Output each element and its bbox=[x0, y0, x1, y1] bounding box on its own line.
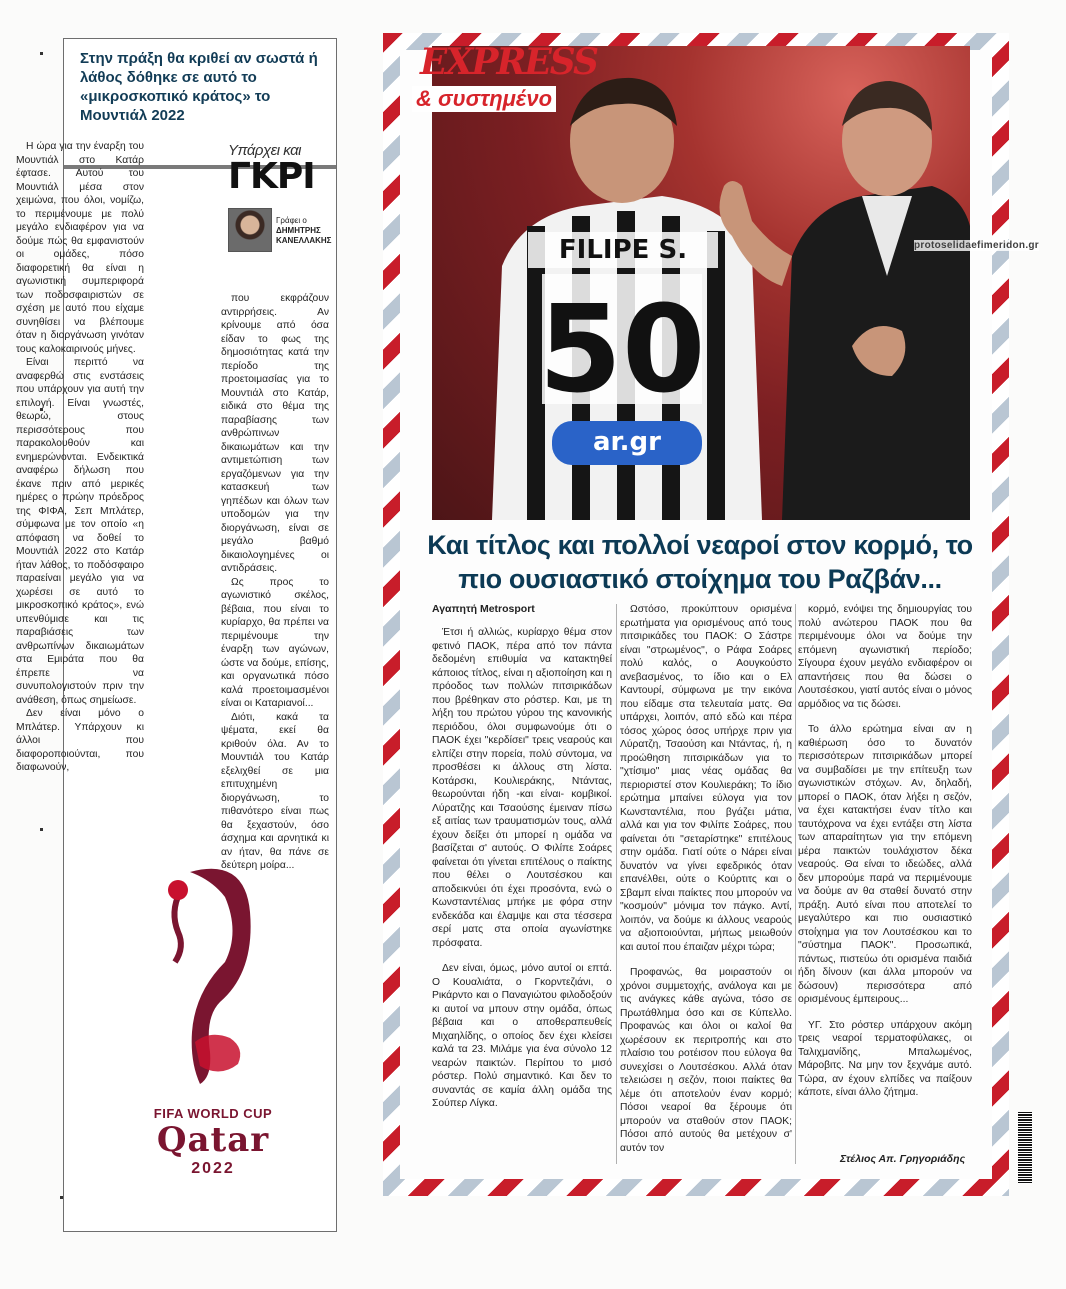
shirt-name: FILIPE S. bbox=[558, 235, 688, 265]
column-name: ΓΚΡΙ bbox=[228, 156, 315, 197]
writer-byline bbox=[276, 216, 344, 246]
shirt-sponsor: ar.gr bbox=[593, 427, 661, 457]
article-headline: Και τίτλος και πολλοί νεαροί στον κορμό, το πιο ουσιαστικό στοίχημα του Ραζβάν... bbox=[427, 530, 973, 594]
barcode bbox=[1018, 1112, 1032, 1184]
writer-name: ΔΗΜΗΤΡΗΣ ΚΑΝΕΛΛΑΚΗΣ bbox=[276, 226, 332, 245]
postscript: ΥΓ. Στο ρόστερ υπάρχουν ακόμη τρεις νεαροί τερματοφύλακες, οι Ταλιχμανίδης, Μπαλωμένος, Μάροβιτς. Να μην τον ξεχνάμε αυτό. Τώρα, αν έχουν ελπίδες να παίξουν κάποτε, είναι άλλο ζήτημα. bbox=[798, 1019, 972, 1098]
paragraph: κορμό, ενόψει της δημιουργίας του πολύ ανώτερου ΠΑΟΚ που θα περιμένουμε όλοι να δούμε την επόμενη αγωνιστική περίοδο; Σίγουρα έχουν μεγάλο ενδιαφέρον οι απαντήσεις που θα δώσει ο Λουτσέσκου, γιατί αυτός είναι ο μόνος αρμόδιος να τις δώσει. bbox=[798, 604, 972, 710]
paragraph: Ωστόσο, προκύπτουν ορισμένα ερωτήματα για ορισμένους από τους πιτσιρικάδες του ΠΑΟΚ: Ο Σάστρε είναι "στρωμένος", ο Ράφα Σοάρες πολύ καλός, ο Αουγκούστο ανεβασμένος, το ίδιο και ο Ελ Καντουρί, σύμφωνα με την εικόνα που είδαμε στα τελευταία ματς. Θα υπάρχει, λοιπόν, από εδώ και πέρα τόσος χώρος όσος υπήρχε πριν για Λύρατζη, Τσαούση και Ντάντας, ή, η προώθηση πιτσιρικάδων για το "χτίσιμο" μιας νέας ομάδας θα περιοριστεί στον Κουλιεράκη; Το ίδιο ερώτημα μπαίνει εύλογα για τον Κωνσταντέλια, που βγάζει μάτια, αλλά και για τον Φιλίπε Σοάρες, που φαίνεται ότι "σεταρίστηκε" επιτέλους στην ομάδα. Γιατί ούτε ο Νάρει είναι δυνατόν να γίνει εφεδρικός όταν επανέλθει, ούτε ο Κούρτιτς και ο Σβαμπ είναι παίκτες που μπορούν να "κοσμούν" μόνιμα τον πάγκο. Αντί, λοιπόν, να δούμε κι άλλους νεαρούς να αξιοποιούνται, μήπως μειωθούν και αυτοί που έπαιζαν μέχρι τώρα; bbox=[620, 604, 792, 953]
column-divider bbox=[795, 604, 796, 1164]
article-col-2 bbox=[620, 603, 792, 1167]
paragraph: Ως προς το αγωνιστικό σκέλος, βέβαια, που είναι το κυρίαρχο, θα πρέπει να περιμένουμε την έναρξη των αγώνων, ώστε να δούμε, επίσης, και οργανωτικά πόσο καλά προετοιμασμένοι είναι οι Καταριανοί... bbox=[221, 576, 329, 709]
column-divider bbox=[616, 604, 617, 1164]
world-cup-trophy-logo bbox=[150, 852, 270, 1092]
opinion-text-col-a bbox=[16, 140, 144, 775]
article-byline: Αγαπητή Metrosport bbox=[432, 603, 535, 615]
section-logo-express: EXPRESS bbox=[420, 41, 598, 83]
article-col-3 bbox=[798, 603, 972, 1112]
article-photo bbox=[432, 46, 970, 520]
photo-illustration bbox=[432, 46, 970, 520]
paragraph: Προφανώς, θα μοιραστούν οι χρόνοι συμμετοχής, ανάλογα και με τις ανάγκες κάθε αγώνα, τόσο σε Πρωτάθλημα όσο και σε Κύπελλο. Προφανώς και όλοι οι καλοί θα χωρέσουν εκ περιτροπής και στο πλαίσιο του ροτέισον που εύλογα θα συνεχίσει ο Λουτσέσκου. Αλλά όταν τελειώσει η σεζόν, ποιοι παίκτες θα λέμε ότι αποτελούν έναν κορμό; Πόσοι νεαροί θα ξέρουμε ότι μπορούν να σταθούν στον ΠΑΟΚ; Πόσοι από αυτούς θα μετέχουν σ' αυτόν τον bbox=[620, 967, 792, 1154]
writer-avatar bbox=[228, 208, 272, 252]
paragraph: που εκφράζουν αντιρρήσεις. Αν κρίνουμε από όσα είδαν το φως της δημοσιότητας κατά την περίοδο της προετοιμασίας για το Μουντιάλ στο Κατάρ, ειδικά στο θέμα της παραβίασης των ανθρώπινων δικαιωμάτων και την αντιμετώπιση των εργαζόμενων για την κατασκευή των γηπέδων και όλων των υποδομών για την διοργάνωση, είναι σε μεγάλο βαθμό δικαιολογημένες οι αντιδράσεις. bbox=[221, 293, 329, 574]
paragraph: Η ώρα για την έναρξη του Μουντιάλ στο Κατάρ έφτασε. Αυτού του Μουντιάλ μέσα στον χειμώνα, που όλοι, νομίζω, το περιμένουμε με πολύ μεγάλο ενδιαφέρον για να δούμε πώς θα εμφανιστούν οι ομάδες, πόσο διαφορετική θα είναι η αγωνιστική συμπεριφορά των ποδοσφαιριστών σε σχέση με αυτό που είχαμε συνηθίσει να βλέπουμε όταν η διοργάνωση γινόταν τους καλοκαιρινούς μήνες. bbox=[16, 141, 144, 355]
fifa-logo-year: 2022 bbox=[191, 1160, 235, 1177]
paragraph: Διότι, κακά τα ψέματα, εκεί θα κριθούν όλα. Αν το Μουντιάλ του Κατάρ εξελιχθεί σε μια επιτυχημένη διοργάνωση, το πιθανότερο είναι πως θα ξεχαστούν, όσο άσχημα και αρνητικά κι αν ήταν, θα πάνε σε δεύτερη μοίρα... bbox=[221, 711, 329, 871]
opinion-title: Στην πράξη θα κριθεί αν σωστά ή λάθος δόθηκε σε αυτό το «μικροσκοπικό κράτος» το Μουντιάλ 2022 bbox=[80, 50, 318, 124]
section-logo-sub: & συστημένο bbox=[412, 86, 556, 112]
paragraph: Δεν είναι μόνο ο Μπλάτερ. Υπάρχουν κι άλλοι που διαφοροποιούνται, που διαφωνούν, bbox=[16, 708, 144, 773]
writer-prefix: Γράφει ο bbox=[276, 216, 307, 225]
page-mark bbox=[40, 828, 43, 831]
paragraph: Είναι περιττό να αναφερθώ στις ενστάσεις που υπάρχουν για αυτή την επιλογή. Είναι γνωστές, θεωρώ, στους περισσότερους που παρακολουθούν και ενημερώνονται. Ενδεικτικά αναφέρω δήλωση που έκανε πριν από μερικές ημέρες ο πρώην πρόεδρος της ΦΙΦΑ, Σεπ Μπλάτερ, σύμφωνα με τον οποίο «η απόφαση να δοθεί το Μουντιάλ 2022 στο Κατάρ ήταν λάθος, το ποδόσφαιρο παραείναι μεγάλο για να χωρέσει σε αυτό το μικροσκοπικό κράτος», ενώ υπενθύμισε και τις παραβιάσεις των ανθρωπίνων δικαιωμάτων στα Εμιράτα που θα έπρεπε να συνυπολογιστούν πριν την ανάθεση, όπως σημείωσε. bbox=[16, 357, 144, 706]
opinion-text-col-b bbox=[221, 292, 329, 873]
column-kicker: Υπάρχει και bbox=[228, 142, 301, 159]
paragraph: Έτσι ή αλλιώς, κυρίαρχο θέμα στον φετινό ΠΑΟΚ, πέρα από τον πάντα δεδομένη επιθυμία να κατακτηθεί κάποιος τίτλος, είναι η αξιοποίηση και η πρόοδος των πολλών πιτσιρικάδων που βρέθηκαν στο ρόστερ. Και, με τη λήξη του πρώτου γύρου της κανονικής περιόδου, όλοι συμφωνούμε ότι ο ΠΑΟΚ έχει "κερδίσει" τρεις νεαρούς και ελπίζει στην πορεία, πολύ σύντομα, να προσθέσει κι άλλους στη λίστα. Κοτάρσκι, Κουλιεράκης, Ντάντας, θεωρούνται ήδη -και είναι- κομβικοί. Λύρατζης και Τσαούσης έμειναν πίσω εξ αιτίας των τραυματισμών τους, αλλά έχουν δείξει ότι μπορεί η ομάδα να βασίζεται σ' αυτούς. Ο Φιλίπε Σοάρες φαίνεται ότι γίνεται επιτέλους ο παίκτης που θέλει ο Λουτσέσκου και αποδεικνύει ότι έχει προσόντα, ενώ ο Κωνσταντέλιας μπήκε με φόρα στην ενδεκάδα και έλαμψε και στα τέσσερα σερί ματς στα οποία αγωνίστηκε πρόσφατα. bbox=[432, 627, 612, 949]
fifa-logo-title: FIFA WORLD CUP bbox=[153, 1106, 273, 1121]
article-col-1 bbox=[432, 626, 612, 1123]
paragraph: Δεν είναι, όμως, μόνο αυτοί οι επτά. Ο Κουαλιάτα, ο Γκορντεζιάνι, ο Ρικάρντο και ο Παναγιώτου φιλοδοξούν κι αυτοί να μπουν στην ομάδα, όπως βέβαια και ο αποθεραπευθείς Μιχαηλίδης, ο οποίος δεν έχει κλείσει καλά τα 23. Μιλάμε για ένα σύνολο 12 νεαρών παικτών. Περίπου το μισό ρόστερ. Πολύ σημαντικό. Και δεν το συναντάς σε καμία άλλη ομάδα της Σούπερ Λίγκα. bbox=[432, 963, 612, 1109]
shirt-number: 50 bbox=[538, 281, 706, 420]
fifa-logo-host: Qatar bbox=[156, 1120, 270, 1160]
page-mark bbox=[40, 52, 43, 55]
paragraph: Το άλλο ερώτημα είναι αν η καθιέρωση όσο το δυνατόν περισσότερων πιτσιρικάδων μπορεί να συμβαδίσει με την επίτευξη των αγωνιστικών στόχων. Αν, δηλαδή, μπορεί ο ΠΑΟΚ, όταν λήξει η σεζόν, να έχει κατακτήσει έναν τίτλο και ταυτόχρονα να έχει εντάξει στη λίστα των απαραίτητων για την επόμενη μέρα παικτών τουλάχιστον δέκα νεαρούς. Θα είναι το ιδεώδες, αλλά δεν μπορούμε παρά να περιμένουμε να δούμε αν θα σταθεί δυνατό στην πράξη. Αυτό είναι που αποτελεί το μεγαλύτερο και πιο ουσιαστικό στοίχημα για τον Λουτσέσκου και το "σύστημα ΠΑΟΚ". Προσωπικά, πάντως, πιστεύω ότι ορισμένα παιδιά ήδη δίνουν (και άλλα μπορούν να δώσουν) περισσότερα από ορισμένους έμπειρους... bbox=[798, 724, 972, 1005]
source-watermark: protoselidaefimeridon.gr bbox=[914, 240, 1039, 251]
article-signature: Στέλιος Απ. Γρηγοριάδης bbox=[840, 1153, 966, 1165]
